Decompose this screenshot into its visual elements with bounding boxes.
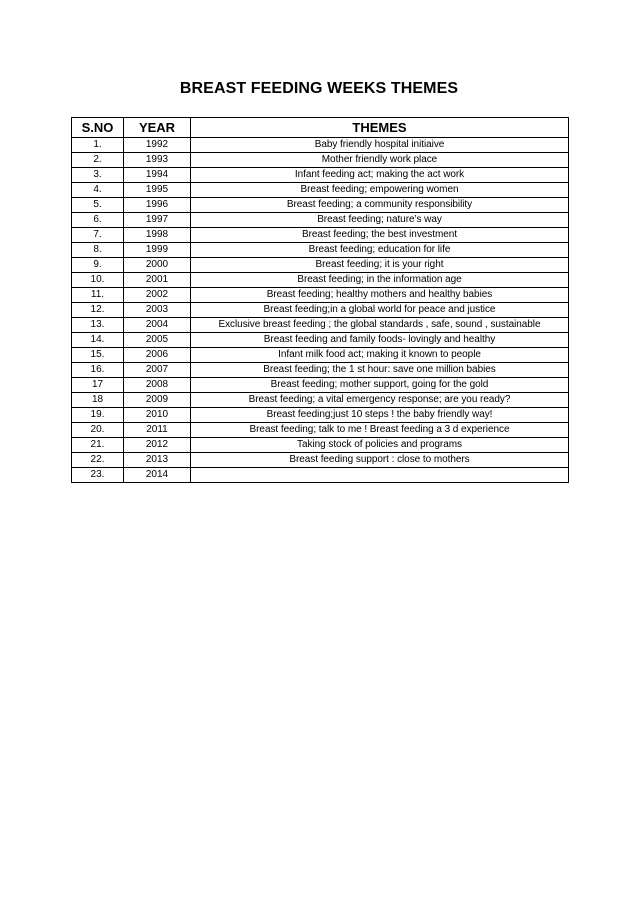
table-row [72, 183, 569, 198]
sno-cell: 4. [72, 183, 124, 198]
theme-cell: Breast feeding;just 10 steps ! the baby friendly way! [191, 408, 569, 423]
year-cell: 1994 [124, 168, 191, 183]
theme-cell: Breast feeding; education for life [191, 243, 569, 258]
theme-cell [191, 468, 569, 483]
year-cell: 2008 [124, 378, 191, 393]
theme-cell: Breast feeding; in the information age [191, 273, 569, 288]
table-row [72, 363, 569, 378]
table-body [72, 138, 569, 483]
theme-cell: Breast feeding;in a global world for peace and justice [191, 303, 569, 318]
year-cell: 2013 [124, 453, 191, 468]
year-cell: 2011 [124, 423, 191, 438]
theme-cell: Breast feeding; the 1 st hour: save one million babies [191, 363, 569, 378]
sno-cell: 23. [72, 468, 124, 483]
year-cell: 2009 [124, 393, 191, 408]
year-cell: 1999 [124, 243, 191, 258]
sno-cell: 9. [72, 258, 124, 273]
theme-cell: Breast feeding; healthy mothers and healthy babies [191, 288, 569, 303]
sno-cell: 14. [72, 333, 124, 348]
sno-cell: 21. [72, 438, 124, 453]
year-cell: 2004 [124, 318, 191, 333]
table-row [72, 138, 569, 153]
theme-cell: Baby friendly hospital initiaive [191, 138, 569, 153]
sno-cell: 11. [72, 288, 124, 303]
sno-cell: 12. [72, 303, 124, 318]
theme-cell: Mother friendly work place [191, 153, 569, 168]
sno-cell: 20. [72, 423, 124, 438]
year-cell: 2003 [124, 303, 191, 318]
table-header [72, 118, 569, 138]
sno-cell: 18 [72, 393, 124, 408]
theme-cell: Infant milk food act; making it known to people [191, 348, 569, 363]
table-row [72, 228, 569, 243]
table-row [72, 378, 569, 393]
sno-cell: 7. [72, 228, 124, 243]
year-cell: 2000 [124, 258, 191, 273]
sno-cell: 10. [72, 273, 124, 288]
table-row [72, 318, 569, 333]
table-row [72, 333, 569, 348]
themes-table [71, 117, 569, 483]
year-cell: 1993 [124, 153, 191, 168]
theme-cell: Breast feeding and family foods- lovingly and healthy [191, 333, 569, 348]
year-cell: 1996 [124, 198, 191, 213]
year-cell: 1992 [124, 138, 191, 153]
table-row [72, 348, 569, 363]
table-row [72, 168, 569, 183]
header-row [72, 118, 569, 138]
year-cell: 2006 [124, 348, 191, 363]
theme-cell: Infant feeding act; making the act work [191, 168, 569, 183]
sno-cell: 3. [72, 168, 124, 183]
table-row [72, 408, 569, 423]
sno-cell: 1. [72, 138, 124, 153]
table-row [72, 258, 569, 273]
table-row [72, 453, 569, 468]
theme-cell: Breast feeding; empowering women [191, 183, 569, 198]
table-row [72, 153, 569, 168]
sno-cell: 16. [72, 363, 124, 378]
table-row [72, 438, 569, 453]
sno-cell: 22. [72, 453, 124, 468]
theme-cell: Breast feeding; the best investment [191, 228, 569, 243]
year-cell: 2005 [124, 333, 191, 348]
theme-cell: Breast feeding; a community responsibility [191, 198, 569, 213]
table-row [72, 273, 569, 288]
sno-cell: 17 [72, 378, 124, 393]
header-sno: S.NO [72, 118, 124, 138]
sno-cell: 15. [72, 348, 124, 363]
year-cell: 2007 [124, 363, 191, 378]
table-row [72, 198, 569, 213]
table-row [72, 288, 569, 303]
table-row [72, 468, 569, 483]
table-row [72, 243, 569, 258]
year-cell: 1995 [124, 183, 191, 198]
table-row [72, 393, 569, 408]
year-cell: 2010 [124, 408, 191, 423]
sno-cell: 6. [72, 213, 124, 228]
theme-cell: Breast feeding; it is your right [191, 258, 569, 273]
theme-cell: Breast feeding support : close to mothers [191, 453, 569, 468]
sno-cell: 5. [72, 198, 124, 213]
table-row [72, 423, 569, 438]
table-row [72, 213, 569, 228]
theme-cell: Breast feeding; mother support, going for the gold [191, 378, 569, 393]
table-row [72, 303, 569, 318]
sno-cell: 19. [72, 408, 124, 423]
sno-cell: 2. [72, 153, 124, 168]
year-cell: 2014 [124, 468, 191, 483]
year-cell: 2002 [124, 288, 191, 303]
year-cell: 1998 [124, 228, 191, 243]
sno-cell: 13. [72, 318, 124, 333]
theme-cell: Taking stock of policies and programs [191, 438, 569, 453]
year-cell: 2012 [124, 438, 191, 453]
header-themes: THEMES [191, 118, 569, 138]
page-title: BREAST FEEDING WEEKS THEMES [179, 80, 459, 97]
theme-cell: Exclusive breast feeding ; the global standards , safe, sound , sustainable [191, 318, 569, 333]
theme-cell: Breast feeding; talk to me ! Breast feeding a 3 d experience [191, 423, 569, 438]
year-cell: 2001 [124, 273, 191, 288]
year-cell: 1997 [124, 213, 191, 228]
theme-cell: Breast feeding; nature’s way [191, 213, 569, 228]
header-year: YEAR [124, 118, 191, 138]
sno-cell: 8. [72, 243, 124, 258]
theme-cell: Breast feeding; a vital emergency response; are you ready? [191, 393, 569, 408]
